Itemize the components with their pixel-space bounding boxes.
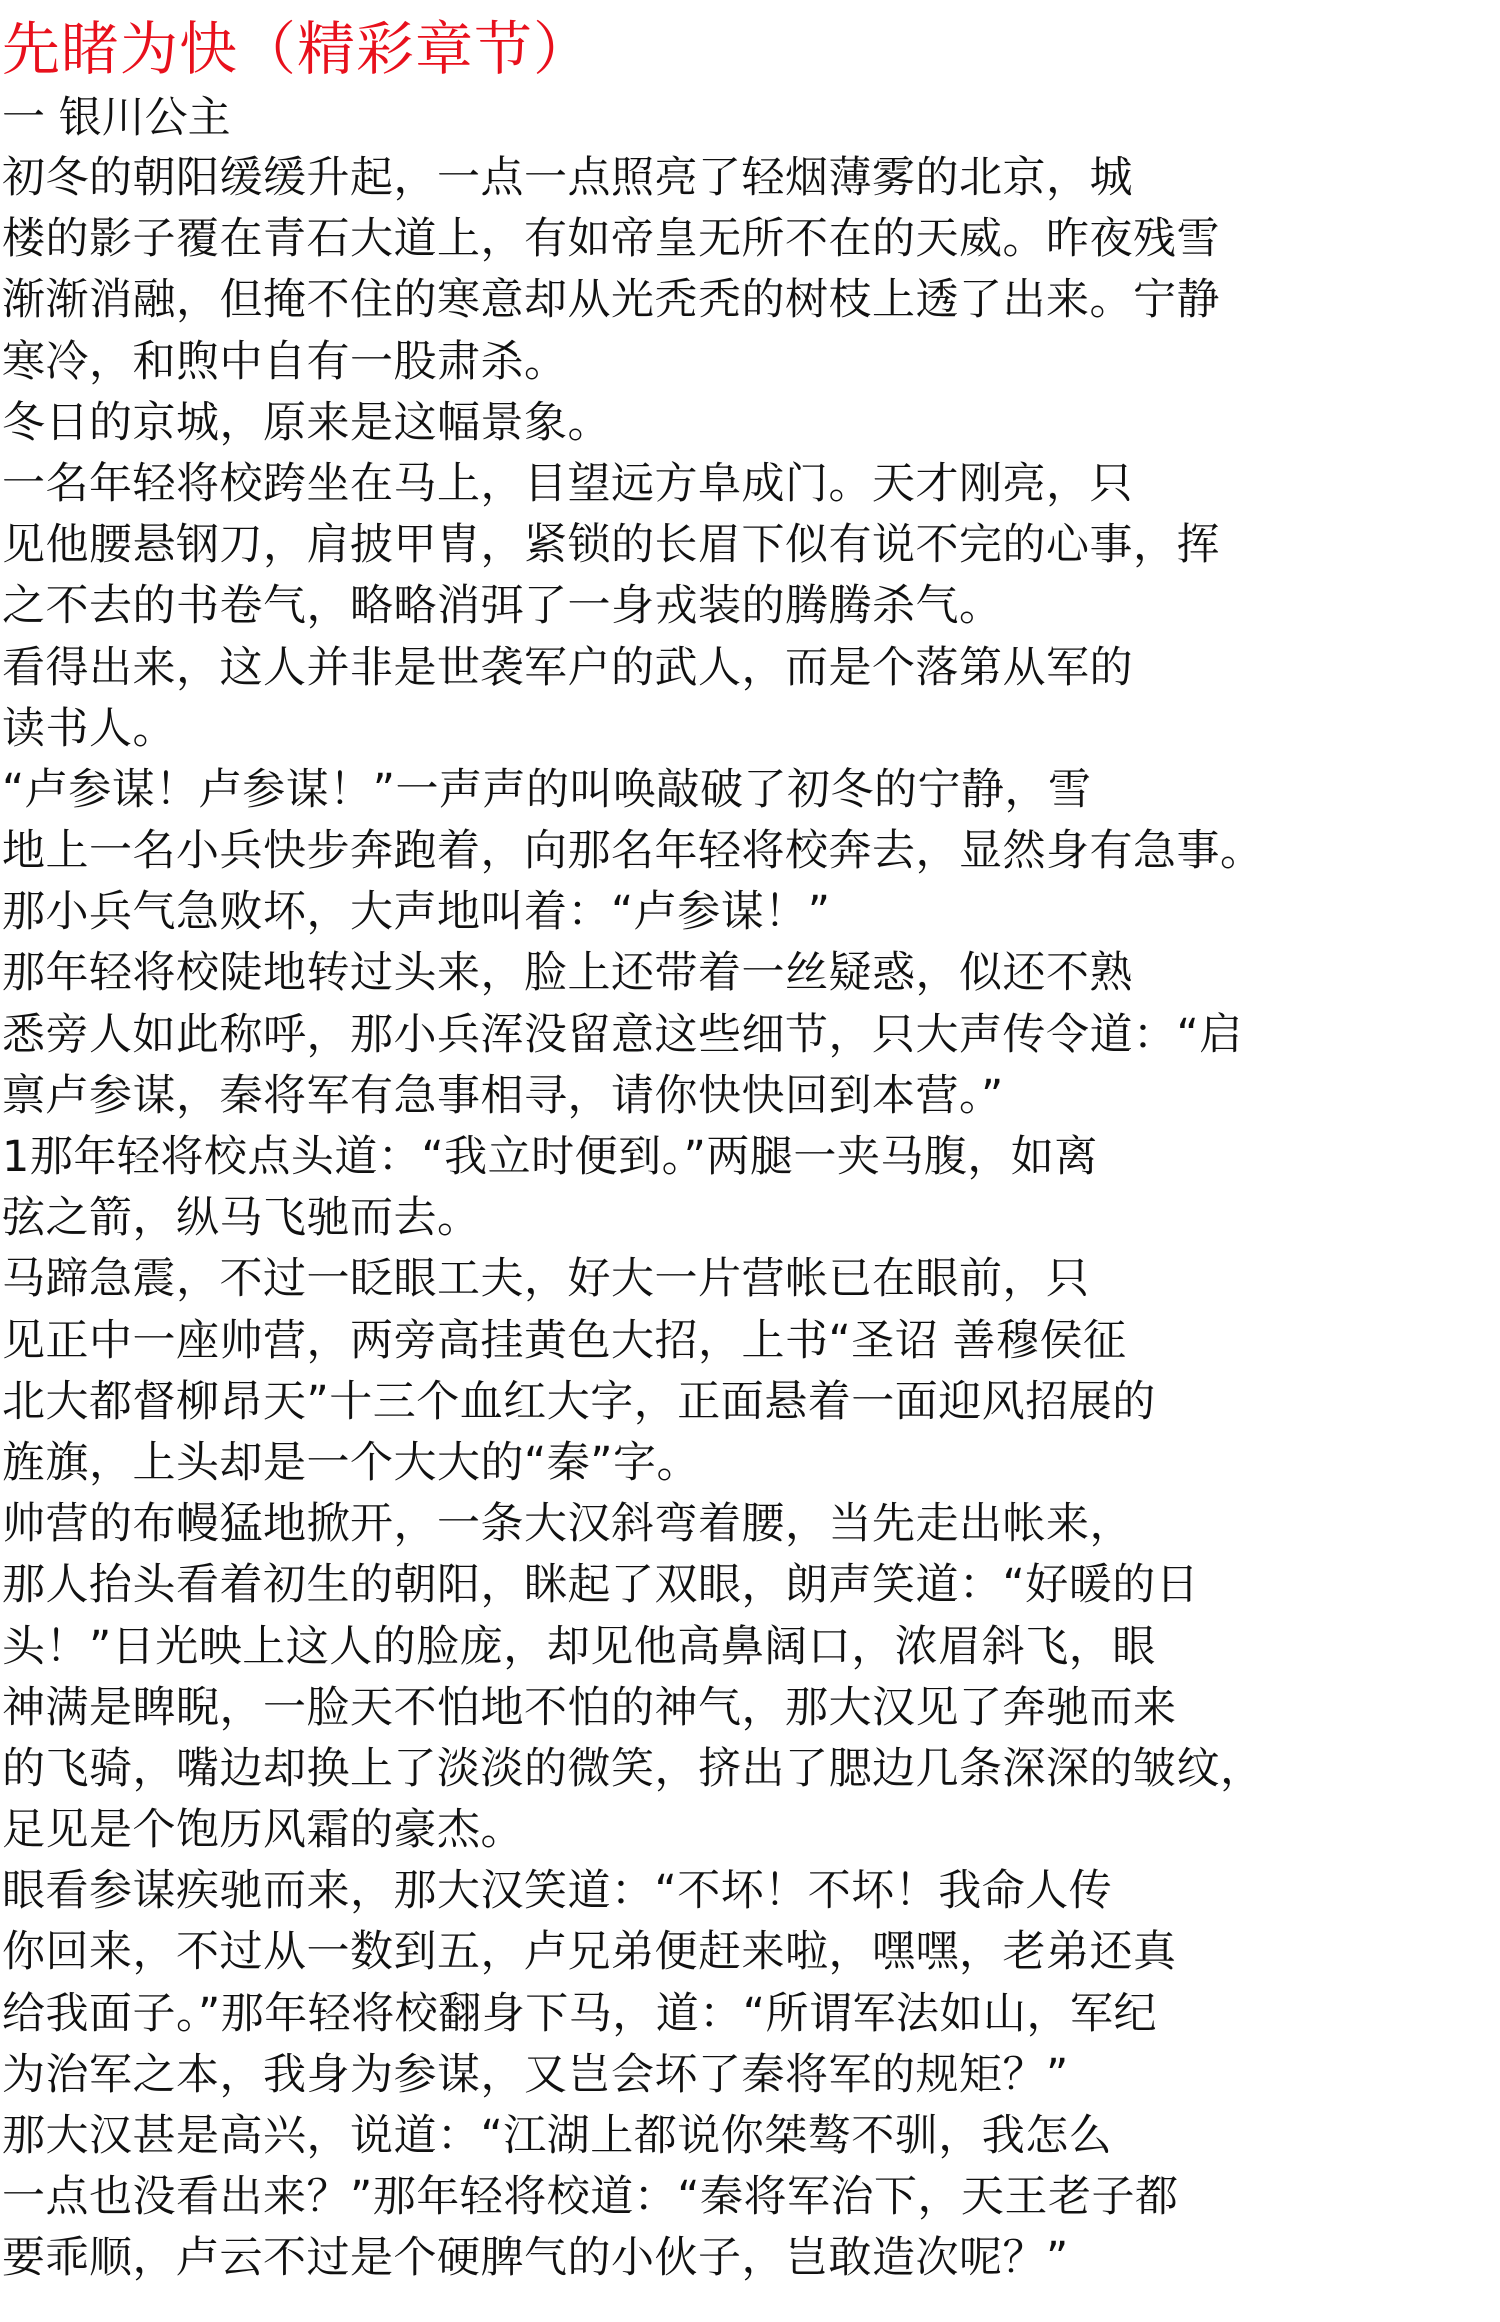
text-line: 禀卢参谋，秦将军有急事相寻，请你快快回到本营。” [2, 1070, 1004, 1121]
text-line: 读书人。 [2, 703, 176, 754]
text-line: 给我面子。”那年轻将校翻身下马，道：“所谓军法如山，军纪 [2, 1988, 1158, 2039]
text-line: 见正中一座帅营，两旁高挂黄色大招，上书“圣诏 善穆侯征 [2, 1315, 1127, 1366]
text-line: 悉旁人如此称呼，那小兵浑没留意这些细节，只大声传令道：“启 [2, 1009, 1243, 1060]
text-line: 渐渐消融，但掩不住的寒意却从光秃秃的树枝上透了出来。宁静 [2, 275, 1220, 326]
text-line: 北大都督柳昂天”十三个血红大字，正面悬着一面迎风招展的 [2, 1376, 1156, 1427]
text-line: 1那年轻将校点头道：“我立时便到。”两腿一夹马腹，如离 [2, 1132, 1098, 1182]
text-line: 一名年轻将校跨坐在马上，目望远方阜成门。天才刚亮，只 [2, 458, 1133, 509]
text-line: 楼的影子覆在青石大道上，有如帝皇无所不在的天威。昨夜残雪 [2, 214, 1220, 265]
text-line: 一点也没看出来？”那年轻将校道：“秦将军治下，天王老子都 [2, 2172, 1179, 2223]
text-line: 帅营的布幔猛地掀开，一条大汉斜弯着腰，当先走出帐来， [2, 1499, 1133, 1550]
text-line: 寒冷，和煦中自有一股肃杀。 [2, 336, 568, 387]
body-text [2, 148, 1500, 2290]
chapter-heading: 一 银川公主 [2, 93, 231, 143]
text-line: 旌旗，上头却是一个大大的“秦”字。 [2, 1437, 701, 1488]
text-line: 看得出来，这人并非是世袭军户的武人，而是个落第从军的 [2, 642, 1133, 693]
text-line: 要乖顺，卢云不过是个硬脾气的小伙子，岂敢造次呢？” [2, 2233, 1069, 2284]
text-line: 初冬的朝阳缓缓升起，一点一点照亮了轻烟薄雾的北京，城 [2, 153, 1133, 203]
text-line: 的飞骑，嘴边却换上了淡淡的微笑，挤出了腮边几条深深的皱纹， [2, 1743, 1264, 1794]
text-line: 眼看参谋疾驰而来，那大汉笑道：“不坏！不坏！我命人传 [2, 1866, 1113, 1917]
page-title: 先睹为快（精彩章节） [2, 15, 593, 83]
text-line: 马蹄急震，不过一眨眼工夫，好大一片营帐已在眼前，只 [2, 1254, 1090, 1305]
text-line: 那人抬头看着初生的朝阳，眯起了双眼，朗声笑道：“好暖的日 [2, 1560, 1200, 1611]
text-line: 之不去的书卷气，略略消弭了一身戎装的腾腾杀气。 [2, 581, 1003, 632]
text-line: 你回来，不过从一数到五，卢兄弟便赶来啦，嘿嘿，老弟还真 [2, 1927, 1177, 1978]
text-line: 头！”日光映上这人的脸庞，却见他高鼻阔口，浓眉斜飞，眼 [2, 1621, 1156, 1672]
text-line: 为治军之本，我身为参谋，又岂会坏了秦将军的规矩？” [2, 2049, 1069, 2100]
text-line: 足见是个饱历风霜的豪杰。 [2, 1805, 524, 1856]
text-line: 神满是睥睨，一脸天不怕地不怕的神气，那大汉见了奔驰而来 [2, 1682, 1177, 1733]
text-line: “卢参谋！卢参谋！”一声声的叫唤敲破了初冬的宁静，雪 [2, 764, 1092, 815]
text-line: 弦之箭，纵马飞驰而去。 [2, 1193, 481, 1244]
text-line: 那大汉甚是高兴，说道：“江湖上都说你桀骜不驯，我怎么 [2, 2111, 1113, 2161]
text-line: 地上一名小兵快步奔跑着，向那名年轻将校奔去，显然身有急事。 [2, 826, 1264, 877]
text-line: 冬日的京城，原来是这幅景象。 [2, 397, 611, 448]
text-line: 那年轻将校陡地转过头来，脸上还带着一丝疑惑，似还不熟 [2, 948, 1133, 999]
text-line: 见他腰悬钢刀，肩披甲胄，紧锁的长眉下似有说不完的心事，挥 [2, 520, 1220, 571]
text-line: 那小兵气急败坏，大声地叫着：“卢参谋！” [2, 887, 831, 938]
